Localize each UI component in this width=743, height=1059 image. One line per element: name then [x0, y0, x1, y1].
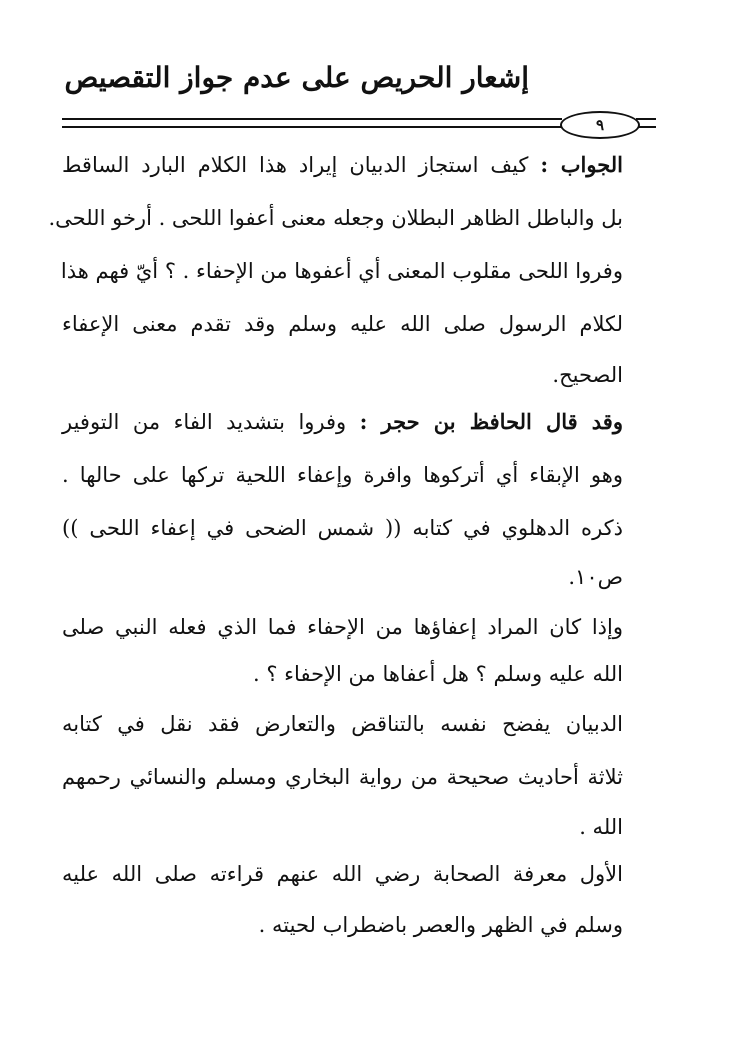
- text-line-8: ذكره الدهلوي في كتابه (( شمس الضحى في إعفاء اللحى )): [62, 516, 623, 540]
- header-rule-top-right: [62, 118, 562, 120]
- text-line-4: لكلام الرسول صلى الله عليه وسلم وقد تقدم معنى الإعفاء: [62, 312, 623, 336]
- text-line-9: ص١٠.: [568, 565, 623, 589]
- page-number: ٩: [595, 116, 605, 134]
- text-line-7: وهو الإبقاء أي أتركوها وافرة وإعفاء اللحية تركها على حالها .: [62, 463, 623, 487]
- text-line-12: الدبيان يفضح نفسه بالتناقض والتعارض فقد نقل في كتابه: [62, 712, 623, 736]
- text-line-11: الله عليه وسلم ؟ هل أعفاها من الإحفاء ؟ .: [253, 662, 623, 686]
- text-line-15: الأول معرفة الصحابة رضي الله عنهم قراءته صلى الله عليه: [62, 862, 623, 886]
- page-header-title: إشعار الحريص على عدم جواز التقصيص: [64, 61, 529, 94]
- page-number-badge: [560, 111, 640, 139]
- text-line-5: الصحيح.: [552, 363, 623, 387]
- text-line-13: ثلاثة أحاديث صحيحة من رواية البخاري ومسلم والنسائي رحمهم: [62, 765, 623, 789]
- text-line-3: وفروا اللحى مقلوب المعنى أي أعفوها من الإحفاء . ؟ أيّ فهم هذا: [60, 259, 623, 283]
- text-line-1: [62, 150, 623, 180]
- answer-label: الجواب :: [540, 152, 623, 177]
- text-line-2: بل والباطل الظاهر البطلان وجعله معنى أعفوا اللحى . أرخو اللحى.: [48, 206, 623, 230]
- text-line-6-body: وفروا بتشديد الفاء من التوفير: [62, 410, 347, 434]
- text-line-16: وسلم في الظهر والعصر باضطراب لحيته .: [258, 913, 623, 937]
- text-line-10: وإذا كان المراد إعفاؤها من الإحفاء فما الذي فعله النبي صلى: [62, 615, 623, 639]
- header-rule-bottom-right: [62, 126, 562, 128]
- text-line-6: [62, 407, 623, 437]
- quote-label: وقد قال الحافظ بن حجر :: [359, 409, 623, 434]
- header-rule-top-left: [636, 118, 656, 120]
- text-line-14: الله .: [579, 815, 623, 839]
- text-line-1-body: كيف استجاز الدبيان إيراد هذا الكلام البارد الساقط: [62, 153, 529, 177]
